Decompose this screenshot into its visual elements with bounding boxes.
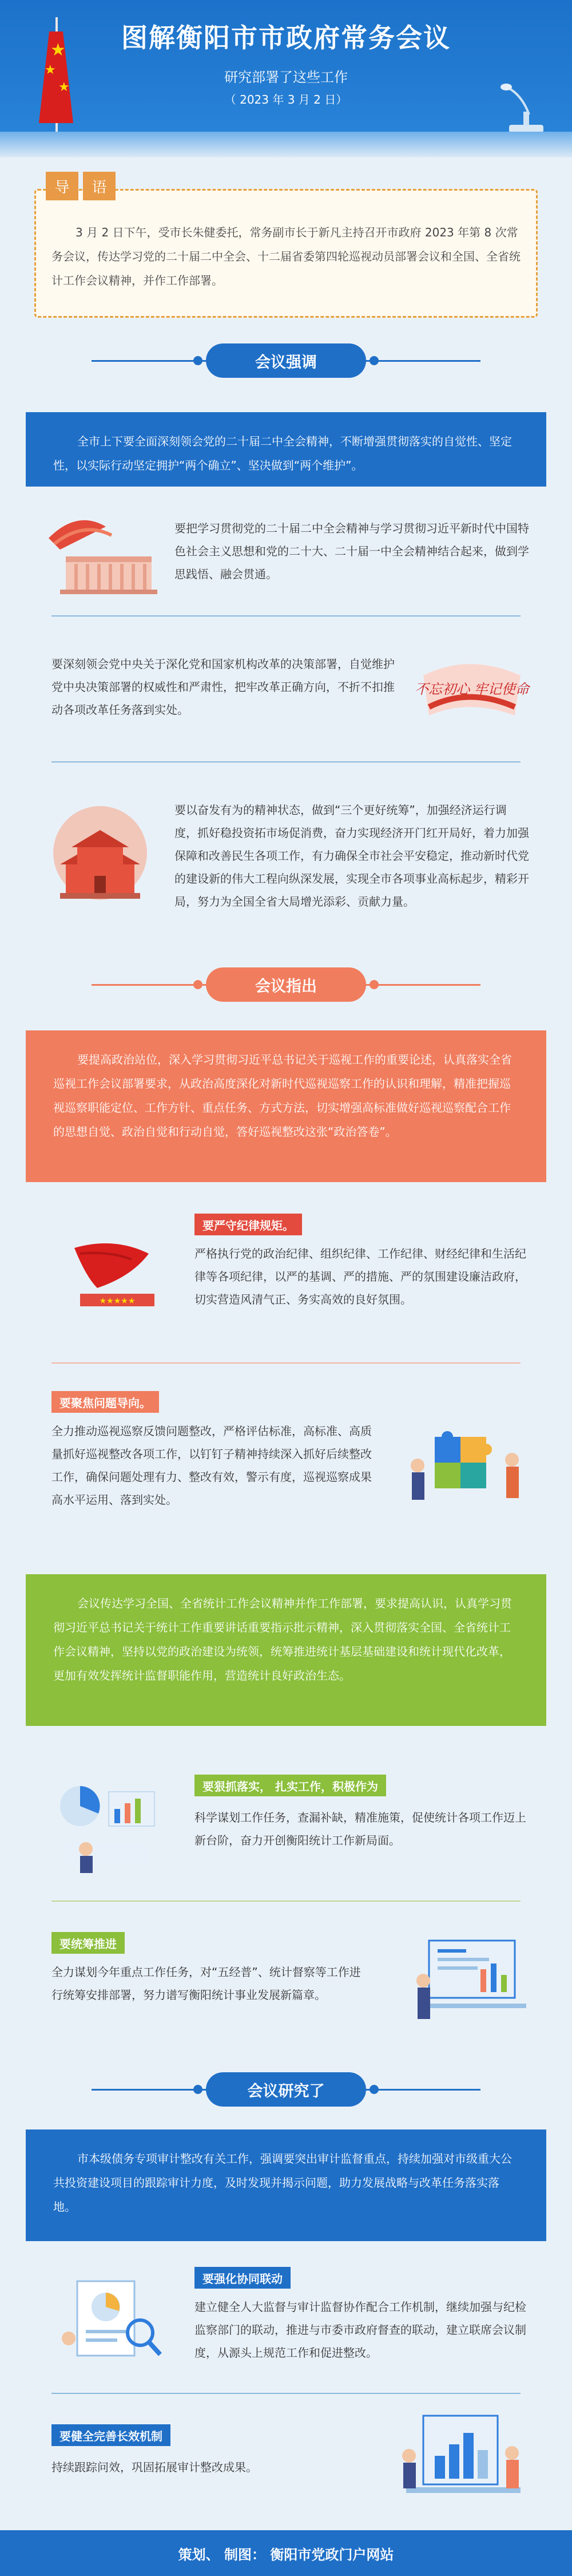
computer-work-illustration [406, 1929, 532, 2032]
section-header-points: 会议指出 [0, 967, 572, 1002]
points-summary-box: 要提高政治站位，深入学习贯彻习近平总书记关于巡视工作的重要论述，认真落实全省巡视工作会议部署要求，从政治高度深化对新时代巡视巡察工作的认识和理解，精准把握巡视巡察职能定位、工作方针、重点任务、方式方法，切实增强高标准做好巡视巡察配合工作的思想自觉、政治自觉和行动自觉，答好巡视整改这张“政治答卷”。 [26, 1030, 546, 1182]
report-chart-illustration [389, 2399, 532, 2507]
research-item-1: 建立健全人大监督与审计监督协作配合工作机制，继续加强与纪检监察部门的联动，推进与市委市政府督查的联动，建立联席会议制度，从源头上规范工作和促进整改。 [194, 2300, 526, 2360]
page-header [0, 0, 572, 157]
emphasis-item-2: 要深刻领会党中央关于深化党和国家机构改革的决策部署，自觉维护党中央决策部署的权威性和严肃性，把牢改革正确方向，不折不扣推动各项改革任务落到实处。 [51, 657, 395, 717]
initial-mission-illustration [412, 653, 532, 727]
skyline-decoration [0, 132, 572, 157]
star-icon: ★ [45, 63, 56, 77]
intro-text: 3 月 2 日下午，受市长朱健委托，常务副市长于新凡主持召开市政府 2023 年第 8 次常务会议，传达学习党的二十届二中全会、十二届省委第四轮巡视动员部署会议和全国、全省统计工作会议精神，并作工作部署。 [51, 226, 521, 287]
emphasis-item-1: 要把学习贯彻党的二十届二中全会精神与学习贯彻习近平新时代中国特色社会主义思想和党的二十大、二十届一中全会精神结合起来，做到学思践悟、融会贯通。 [174, 521, 529, 581]
research-summary-box: 市本级债务专项审计整改有关工作，强调要突出审计监督重点，持续加强对市级重大公共投资建设项目的跟踪审计力度，及时发现并揭示问题，助力发展战略与改革任务落实落地。 [26, 2129, 546, 2241]
microphone-icon [498, 80, 549, 137]
party-flag-illustration [63, 1236, 166, 1317]
points-item-1: 严格执行党的政治纪律、组织纪律、工作纪律、财经纪律和生活纪律等各项纪律，以严的基调、严的措施、严的氛围建设廉洁政府，切实营造风清气正、务实高效的良好氛围。 [194, 1247, 526, 1306]
tag-problem-oriented: 要聚焦问题导向。 [51, 1391, 159, 1413]
tag-discipline: 要严守纪律规矩。 [194, 1214, 302, 1235]
points-item-4: 全力谋划今年重点工作任务，对“五经普”、统计督察等工作进行统筹安排部署，努力谱写衡阳统计事业发展新篇章。 [51, 1965, 361, 2002]
tiananmen-illustration [43, 801, 157, 910]
page-footer: 策划、 制图： 衡阳市党政门户网站 [0, 2530, 572, 2576]
intro-tag: 导 语 [46, 172, 120, 200]
emphasis-item-3: 要以奋发有为的精神状态，做到“三个更好统筹”，加强经济运行调度，抓好稳投资拓市场促消费，奋力实现经济开门红开局好，着力加强保障和改善民生各项工作，有力确保全市社会平安稳定，推动新时代党的建设新的伟大工程向纵深发展，实现全市各项事业高标起步，精彩开局，努力为全国全省大局增光添彩、贡献力量。 [174, 803, 529, 908]
star-icon: ★ [58, 80, 70, 94]
puzzle-team-illustration [400, 1414, 532, 1511]
points-item-3: 科学谋划工作任务，查漏补缺，精准施策，促使统计各项工作迈上新台阶，奋力开创衡阳统计工作新局面。 [194, 1811, 526, 1847]
analytics-illustration [46, 1775, 166, 1878]
tag-collaboration: 要强化协同联动 [194, 2267, 291, 2289]
emphasis-summary-box: 全市上下要全面深刻领会党的二十届二中全会精神，不断增强贯彻落实的自觉性、坚定性，以实际行动坚定拥护“两个确立”、坚决做到“两个维护”。 [26, 412, 546, 487]
page-subtitle: 研究部署了这些工作 [224, 69, 348, 85]
section-header-research: 会议研究了 [0, 2072, 572, 2107]
statistics-summary-box: 会议传达学习全国、全省统计工作会议精神并作工作部署，要求提高认识，认真学习贯彻习近平总书记关于统计工作重要讲话重要指示批示精神，深入贯彻落实全国、全省统计工作会议精神，坚持以党的政治建设为统领，统筹推进统计基层基础建设和统计现代化改革，更加有效发挥统计监督职能作用，营造统计良好政治生态。 [26, 1574, 546, 1726]
section-header-emphasis: 会议强调 [0, 343, 572, 378]
divider [51, 615, 521, 617]
points-item-2: 全力推动巡视巡察反馈问题整改，严格评估标准，高标准、高质量抓好巡视整改各项工作，以钉钉子精神持续深入抓好后续整改工作，确保问题处理有力、整改有效，警示有度，巡视巡察成果高水平运用、落到实处。 [51, 1424, 372, 1507]
tag-coordination: 要统筹推进 [51, 1932, 125, 1954]
great-hall-illustration [43, 504, 157, 601]
divider [51, 761, 521, 762]
page-date: （ 2023 年 3 月 2 日） [224, 93, 348, 106]
divider [51, 1901, 521, 1902]
audit-illustration [54, 2270, 169, 2367]
research-item-2: 持续跟踪问效，巩固拓展审计整改成果。 [51, 2460, 257, 2474]
tag-implementation: 要狠抓落实， 扎实工作，积极作为 [194, 1775, 386, 1796]
star-icon: ★ [50, 40, 66, 60]
svg-text:★★★★★: ★★★★★ [99, 1297, 136, 1306]
page-title: 图解衡阳市市政府常务会议 [121, 22, 451, 53]
divider [51, 2393, 521, 2394]
tag-long-term-mechanism: 要健全完善长效机制 [51, 2424, 170, 2446]
svg-text:不忘初心 牢记使命: 不忘初心 牢记使命 [415, 681, 529, 697]
divider [51, 1362, 521, 1364]
